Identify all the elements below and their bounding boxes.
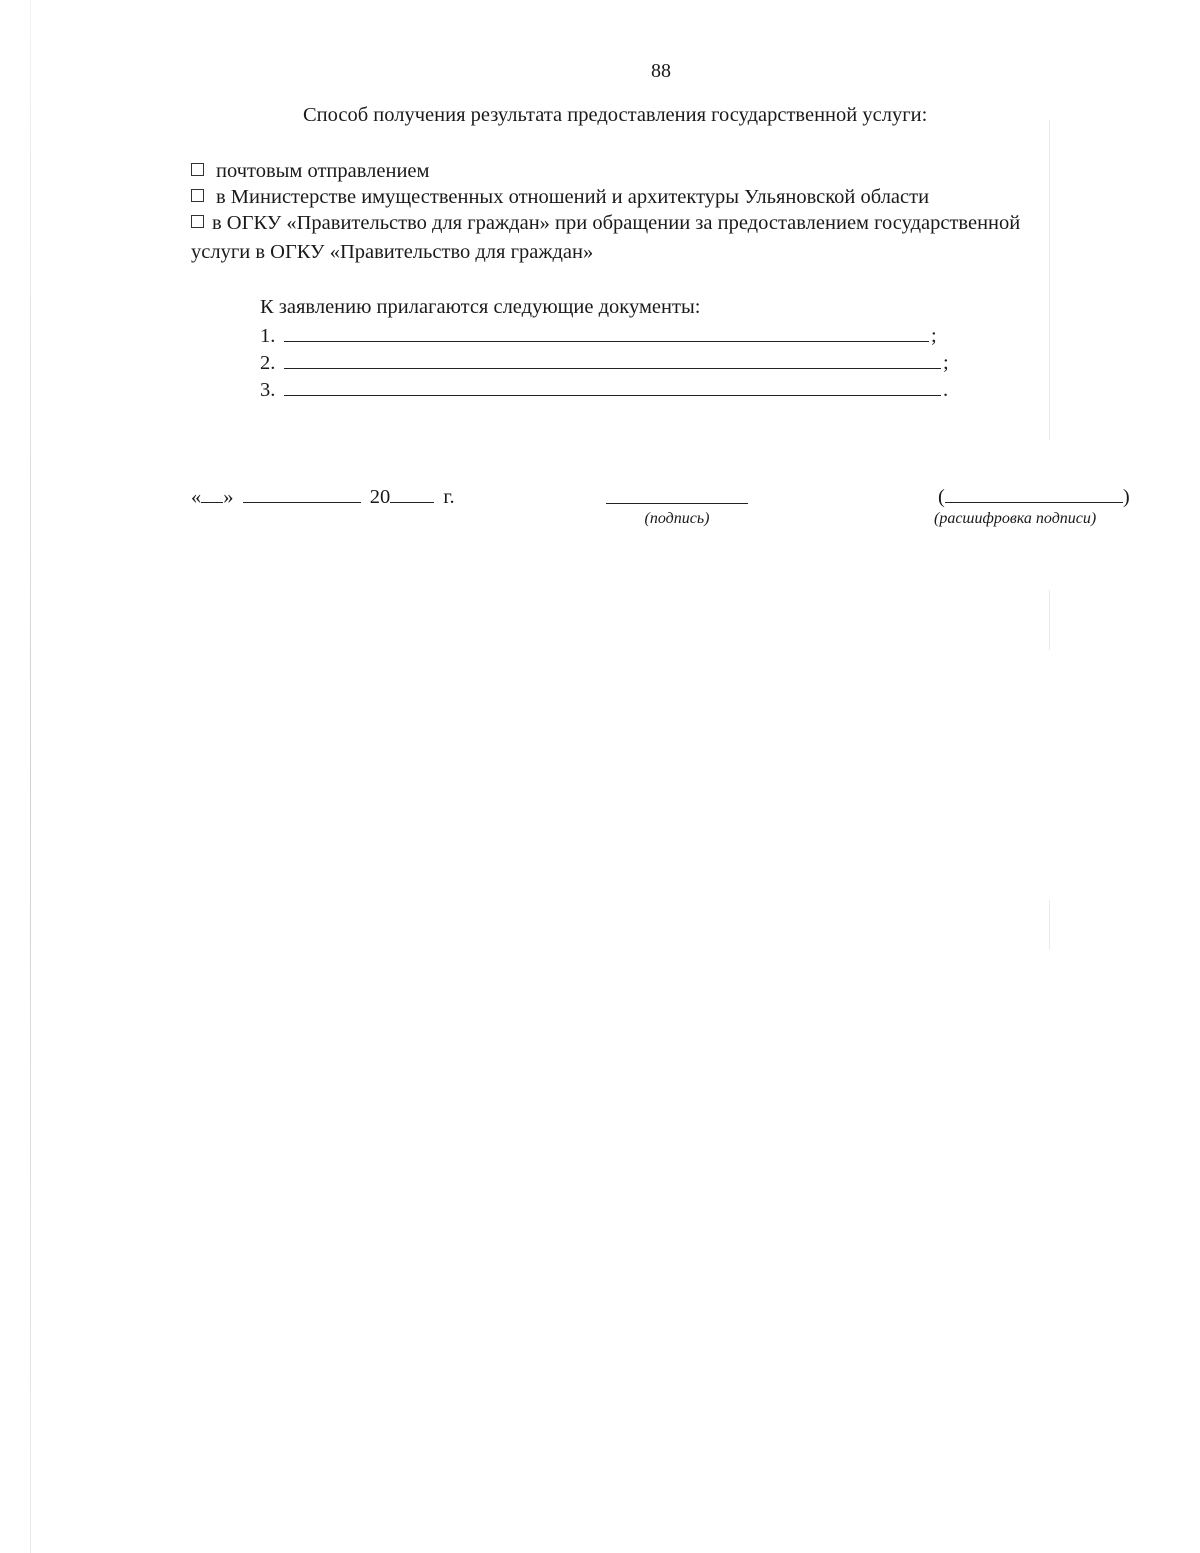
option-label: почтовым отправлением — [216, 160, 430, 182]
page-number: 88 — [651, 60, 671, 82]
option-label: в Министерстве имущественных отношений и архитектуры Ульяновской области — [216, 186, 930, 208]
option-label: в ОГКУ «Правительство для граждан» при обращении за предоставлением государственной — [212, 212, 1021, 234]
scan-edge-left — [30, 0, 31, 1553]
option-mail — [191, 160, 430, 183]
checkbox-icon[interactable] — [191, 215, 204, 228]
option-ministry — [191, 186, 929, 209]
decode-open-paren: ( — [938, 486, 945, 508]
scan-edge-right-low — [1049, 900, 1050, 950]
year-blank[interactable] — [390, 484, 434, 503]
signature-caption: (подпись) — [644, 510, 710, 527]
attachments-title: К заявлению прилагаются следующие документы: — [260, 296, 701, 318]
decode-blank[interactable] — [945, 484, 1123, 503]
checkbox-icon[interactable] — [191, 189, 204, 202]
scan-edge-right-mid — [1049, 590, 1050, 650]
attachment-blank[interactable] — [284, 350, 941, 369]
attachment-item — [260, 350, 949, 376]
decode-caption: (расшифровка подписи) — [934, 510, 1097, 527]
decode-close-paren: ) — [1122, 486, 1130, 508]
day-open-quote: « — [191, 486, 202, 508]
attachment-number: 1. — [260, 325, 276, 347]
year-suffix: г. — [443, 486, 455, 508]
attachment-end: ; — [943, 352, 949, 374]
section-title: Способ получения результата предоставления государственной услуги: — [303, 104, 928, 126]
day-blank[interactable] — [201, 484, 223, 503]
attachment-item — [260, 377, 948, 403]
attachment-item — [260, 323, 937, 349]
option-ogku — [191, 212, 1020, 235]
attachment-end: . — [943, 379, 949, 401]
attachment-number: 2. — [260, 352, 276, 374]
checkbox-icon[interactable] — [191, 163, 204, 176]
scan-edge-right-top — [1049, 120, 1050, 440]
attachment-end: ; — [931, 325, 937, 347]
signature-blank[interactable] — [606, 503, 748, 504]
option-label-continuation: услуги в ОГКУ «Правительство для граждан» — [191, 241, 594, 263]
decode-line — [938, 484, 1130, 509]
day-close-quote: » — [223, 486, 234, 508]
attachment-blank[interactable] — [284, 323, 929, 342]
attachment-number: 3. — [260, 379, 276, 401]
year-prefix: 20 — [369, 486, 391, 508]
date-line — [191, 484, 455, 509]
attachment-blank[interactable] — [284, 377, 941, 396]
month-blank[interactable] — [243, 484, 361, 503]
